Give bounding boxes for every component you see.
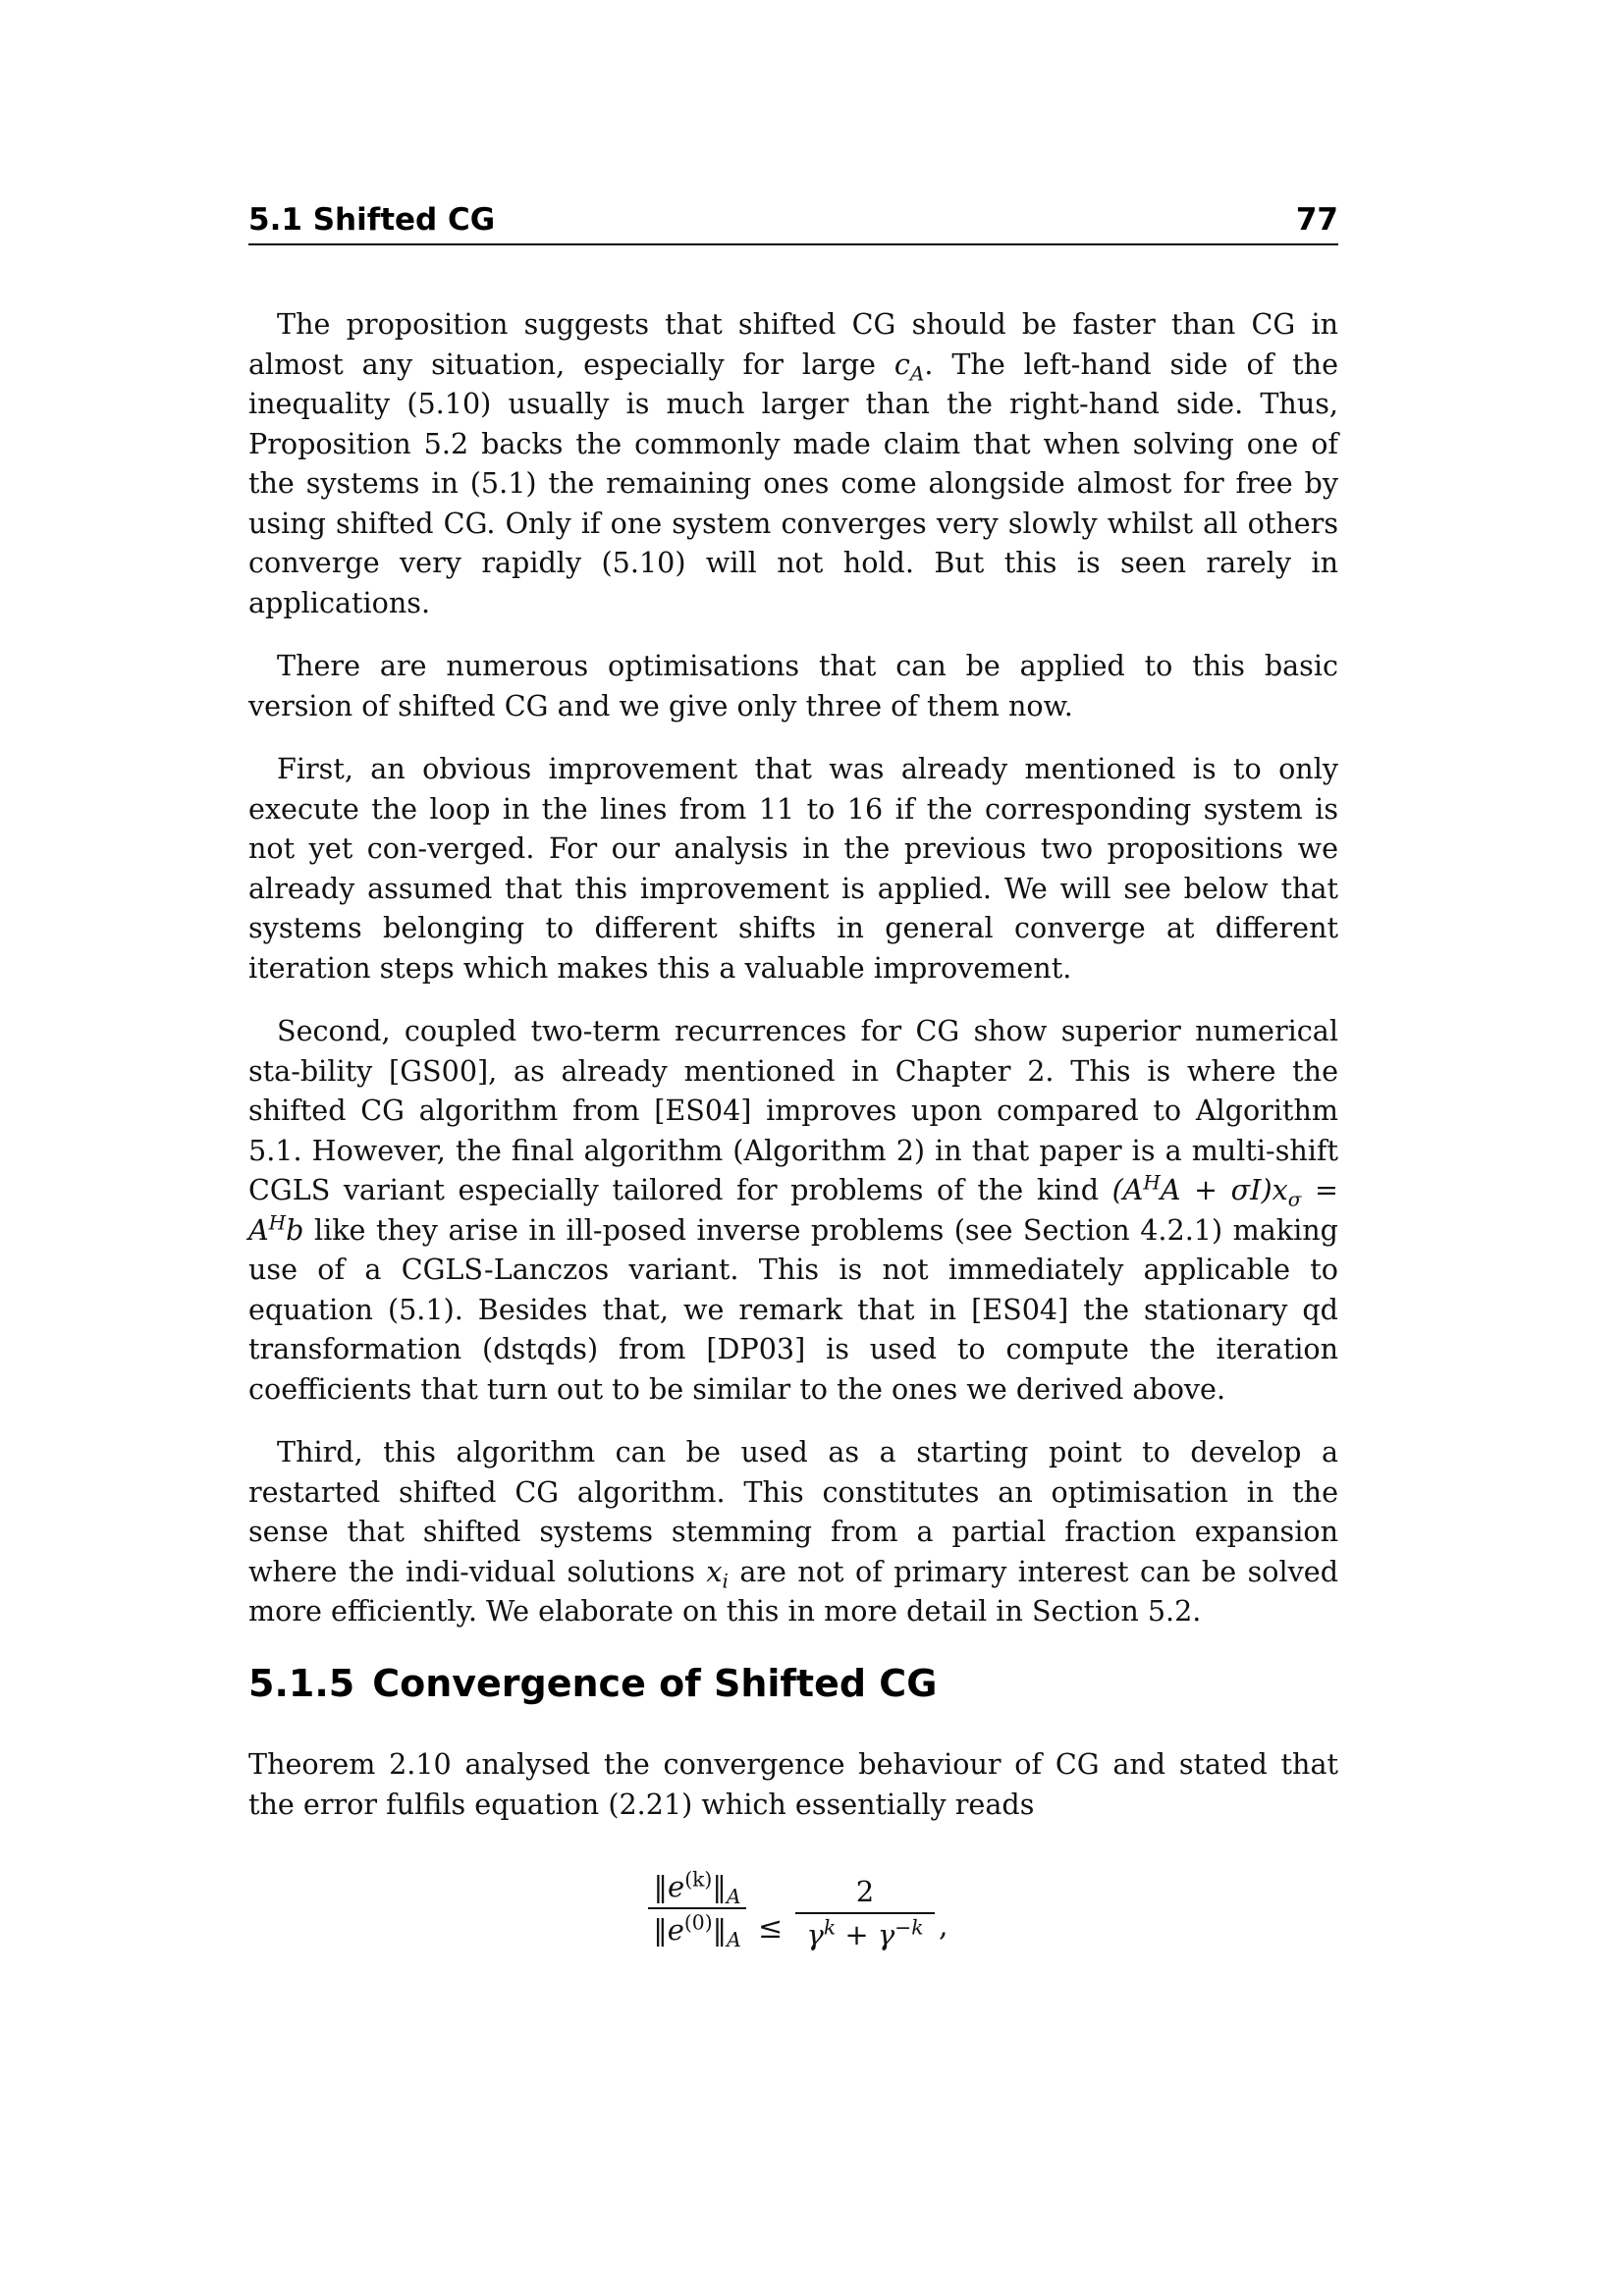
subsection-heading	[248, 1662, 937, 1705]
math-eq-eq: = A	[248, 1173, 1338, 1247]
rhs-fraction-bar	[795, 1912, 935, 1914]
body-text	[248, 304, 1338, 1655]
rhs-fraction	[795, 1875, 935, 1951]
math-sub-sigma: σ	[1287, 1187, 1302, 1211]
lhs-num-e: e	[668, 1870, 685, 1903]
rhs-plus: +	[836, 1918, 878, 1951]
paragraph-4	[248, 1011, 1338, 1409]
paragraph-5	[248, 1432, 1338, 1631]
paragraph-1-part-b: . The left-hand side of the inequality (5.10) usually is much larger than the right-hand side. Thus, Proposition 5.2 backs the commonly made claim that when solving one of the systems in (5.1) the remaining ones come alongside almost for free by using shifted CG. Only if one system converges very slowly whilst all others converge very rapidly (5.10) will not hold. But this is seen rarely in applications.	[248, 347, 1338, 619]
paragraph-1	[248, 304, 1338, 622]
paragraph-4-part-a: Second, coupled two-term recurrences for CG show superior numerical sta-bility [GS00], as already mentioned in Chapter 2. This is where the shifted CG algorithm from [ES04] improves upon compared to Algorithm 5.1. However, the final algorithm (Algorithm 2) in that paper is a multi-shift CGLS variant especially tailored for problems of the kind	[248, 1014, 1338, 1206]
subsection-number: 5.1.5	[248, 1662, 355, 1705]
equation-comma: ,	[939, 1909, 948, 1944]
math-sub-a: A	[909, 361, 925, 386]
math-b: b	[286, 1212, 304, 1247]
math-c: c	[893, 347, 910, 381]
display-equation	[648, 1867, 962, 1998]
subsection-title: Convergence of Shifted CG	[372, 1662, 938, 1705]
relation-symbol: ≤	[758, 1911, 784, 1946]
math-eq-mid: A + σI)x	[1160, 1173, 1288, 1206]
rhs-numerator: 2	[855, 1875, 875, 1908]
page-number: 77	[1295, 202, 1338, 238]
paragraph-4-part-b: like they arise in ill-posed inverse problems (see Section 4.2.1) making use of a CGLS-Lanczos variant. This is not immediately applicable to equation (5.1). Besides that, we remark that in [ES04] the stationary qd transformation (dstqds) from [DP03] is used to compute the iteration coefficients that turn out to be similar to the ones we derived above.	[248, 1212, 1338, 1406]
paragraph-5-part-a: Third, this algorithm can be used as a starting point to develop a restarted shifted CG algorithm. This constitutes an optimisation in the sense that shifted systems stemming from a partial fraction expansion where the indi-vidual solutions	[248, 1435, 1338, 1588]
rhs-gamma-1: γ	[806, 1918, 824, 1951]
lhs-denominator: $‖e^{(0)}‖_A$	[653, 1910, 741, 1951]
rhs-sup-k: k	[823, 1915, 837, 1940]
math-sup-h-2: H	[268, 1209, 287, 1234]
rhs-denominator	[795, 1915, 935, 1951]
running-header	[248, 198, 1338, 245]
paragraph-5-part-b: are not of primary interest can be solved more efficiently. We elaborate on this in more detail in Section 5.2.	[248, 1554, 1339, 1628]
math-eq-left: (A	[1111, 1173, 1144, 1206]
math-sup-h: H	[1143, 1170, 1161, 1195]
lhs-numerator: $‖e^{(k)}‖_A$	[653, 1867, 741, 1908]
math-x-i	[706, 1554, 729, 1593]
math-c-a	[893, 347, 925, 386]
rhs-gamma-2: γ	[877, 1918, 895, 1951]
lhs-den-e: e	[667, 1913, 684, 1947]
lhs-num-sub: A	[726, 1884, 741, 1908]
section-title: 5.1 Shifted CG	[248, 202, 496, 238]
lhs-num-sup: (k)	[684, 1867, 713, 1892]
paragraph-6: Theorem 2.10 analysed the convergence behaviour of CG and stated that the error fulfils equation (2.21) which essentially reads	[248, 1747, 1338, 1821]
paragraph-2: There are numerous optimisations that can be applied to this basic version of shifted CG and we give only three of them now.	[248, 649, 1338, 722]
rhs-sup-neg-k: −k	[894, 1915, 924, 1940]
paragraph-3: First, an obvious improvement that was already mentioned is to only execute the loop in the lines from 11 to 16 if the corresponding system is not yet con-verged. For our analysis in the previous two propositions we already assumed that this improvement is applied. We will see below that systems belonging to different shifts in general converge at different iteration steps which makes this a valuable improvement.	[248, 752, 1338, 985]
paragraph-1-part-a: The proposition suggests that shifted CG should be faster than CG in almost any situation, especially for large	[248, 307, 1338, 381]
math-x: x	[706, 1554, 723, 1588]
math-sub-i: i	[722, 1569, 729, 1593]
lhs-den-sup: (0)	[683, 1910, 713, 1935]
lhs-fraction	[648, 1867, 746, 1951]
lhs-den-sub: A	[727, 1927, 741, 1951]
